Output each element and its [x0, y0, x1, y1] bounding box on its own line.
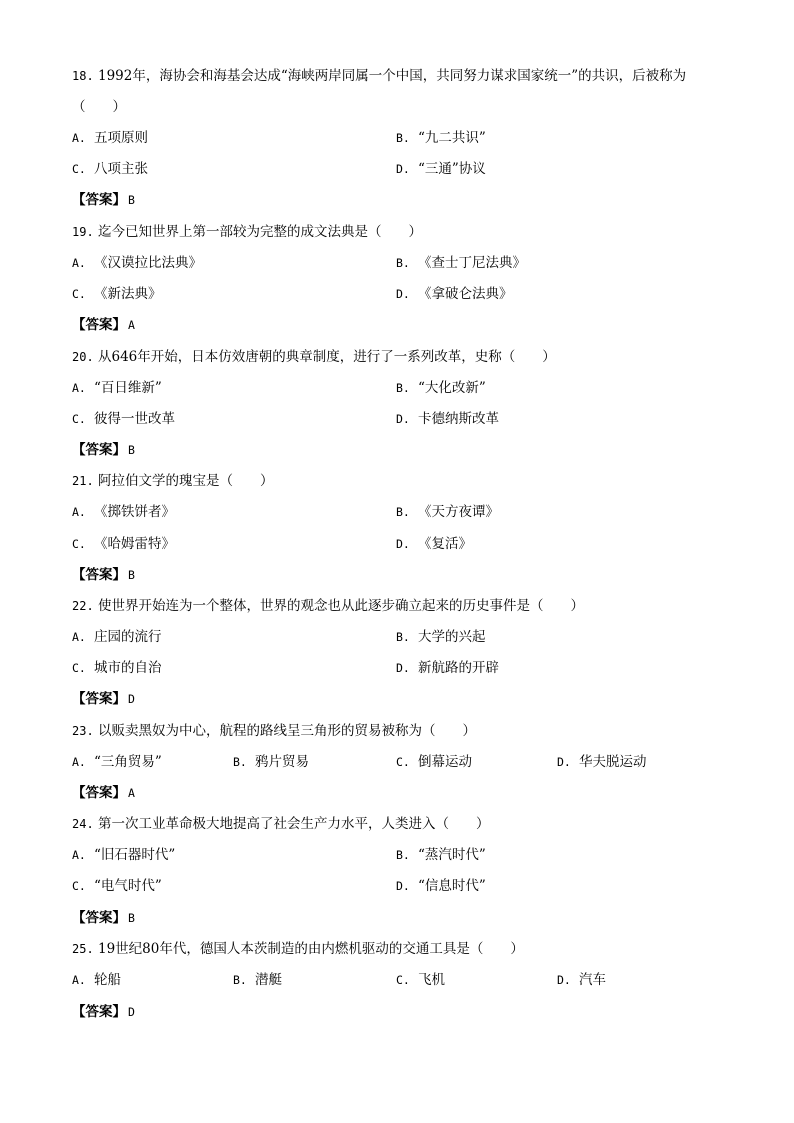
question-number: 19.	[72, 225, 94, 239]
answer-label: 【答案】	[72, 785, 126, 801]
answer-label: 【答案】	[72, 317, 126, 333]
option-letter: A.	[72, 630, 86, 644]
question-18-option-c	[72, 160, 148, 178]
option-letter: D.	[557, 973, 571, 987]
answer-label: 【答案】	[72, 691, 126, 707]
answer-label: 【答案】	[72, 442, 126, 458]
option-letter: A.	[72, 973, 86, 987]
question-20-option-d	[396, 410, 499, 428]
option-text: 八项主张	[94, 161, 148, 177]
question-text: 使世界开始连为一个整体，世界的观念也从此逐步确立起来的历史事件是（ ）	[97, 598, 584, 614]
question-25-option-b	[233, 971, 282, 989]
option-letter: A.	[72, 755, 86, 769]
question-number: 24.	[72, 817, 94, 831]
question-text: 阿拉伯文学的瑰宝是（ ）	[97, 473, 274, 489]
option-letter: B.	[233, 973, 247, 987]
question-18-answer	[72, 191, 135, 209]
question-number: 25.	[72, 942, 94, 956]
question-text: 第一次工业革命极大地提高了社会生产力水平，人类进入（ ）	[97, 816, 490, 832]
option-letter: D.	[396, 287, 410, 301]
question-25-option-d	[557, 971, 606, 989]
answer-value: D	[128, 692, 135, 706]
question-21-option-b	[396, 503, 499, 521]
option-text: 《天方夜谭》	[418, 504, 499, 520]
option-letter: B.	[396, 505, 410, 519]
question-19-stem	[72, 223, 422, 241]
question-23-option-c	[396, 753, 472, 771]
answer-value: D	[128, 1005, 135, 1019]
question-25-answer	[72, 1003, 135, 1021]
option-letter: C.	[396, 755, 410, 769]
question-number: 20.	[72, 350, 94, 364]
question-25-option-a	[72, 971, 121, 989]
question-number: 22.	[72, 599, 94, 613]
option-text: “大化改新”	[418, 380, 486, 396]
question-23-option-b	[233, 753, 309, 771]
question-20-option-c	[72, 410, 175, 428]
option-text: 新航路的开辟	[418, 660, 499, 676]
option-letter: A.	[72, 505, 86, 519]
option-letter: D.	[396, 537, 410, 551]
option-text: 大学的兴起	[418, 629, 486, 645]
option-text: “蒸汽时代”	[418, 847, 486, 863]
question-21-stem	[72, 472, 273, 490]
option-text: 轮船	[94, 972, 121, 988]
option-text: 《掷铁饼者》	[94, 504, 175, 520]
option-letter: A.	[72, 848, 86, 862]
option-text: “电气时代”	[94, 878, 162, 894]
option-text: 鸦片贸易	[255, 754, 309, 770]
option-text: “信息时代”	[418, 878, 486, 894]
answer-value: B	[128, 193, 135, 207]
option-text: “百日维新”	[94, 380, 162, 396]
question-19-option-c	[72, 285, 162, 303]
option-text: 城市的自治	[94, 660, 162, 676]
option-letter: B.	[233, 755, 247, 769]
option-letter: C.	[72, 162, 86, 176]
question-21-answer	[72, 566, 135, 584]
question-text: 迄今已知世界上第一部较为完整的成文法典是（ ）	[97, 224, 422, 240]
option-text: 彼得一世改革	[94, 411, 175, 427]
question-20-answer	[72, 441, 135, 459]
option-text: 飞机	[418, 972, 445, 988]
option-text: 汽车	[579, 972, 606, 988]
question-23-option-d	[557, 753, 647, 771]
option-text: 《拿破仑法典》	[418, 286, 513, 302]
option-letter: C.	[72, 537, 86, 551]
question-24-option-b	[396, 846, 486, 864]
option-text: “九二共识”	[418, 130, 486, 146]
question-text: 从646年开始，日本仿效唐朝的典章制度，进行了一系列改革，史称（ ）	[97, 349, 556, 365]
answer-value: B	[128, 568, 135, 582]
answer-label: 【答案】	[72, 567, 126, 583]
option-letter: D.	[557, 755, 571, 769]
option-letter: B.	[396, 630, 410, 644]
answer-value: B	[128, 443, 135, 457]
question-22-answer	[72, 690, 135, 708]
option-letter: A.	[72, 131, 86, 145]
option-letter: C.	[72, 879, 86, 893]
option-letter: B.	[396, 131, 410, 145]
answer-label: 【答案】	[72, 910, 126, 926]
option-letter: B.	[396, 848, 410, 862]
question-20-option-a	[72, 379, 162, 397]
option-letter: D.	[396, 412, 410, 426]
option-text: 潜艇	[255, 972, 282, 988]
option-text: 卡德纳斯改革	[418, 411, 499, 427]
option-letter: B.	[396, 256, 410, 270]
question-18-option-d	[396, 160, 486, 178]
option-letter: D.	[396, 879, 410, 893]
question-22-stem	[72, 597, 584, 615]
question-19-option-b	[396, 254, 526, 272]
option-letter: A.	[72, 381, 86, 395]
question-23-answer	[72, 784, 135, 802]
question-22-option-a	[72, 628, 162, 646]
question-22-option-c	[72, 659, 162, 677]
question-23-option-a	[72, 753, 162, 771]
option-text: 《复活》	[418, 536, 472, 552]
question-25-option-c	[396, 971, 445, 989]
option-text: 倒幕运动	[418, 754, 472, 770]
question-18-option-b	[396, 129, 486, 147]
option-text: 《新法典》	[94, 286, 162, 302]
option-letter: B.	[396, 381, 410, 395]
question-24-option-c	[72, 877, 162, 895]
question-21-option-c	[72, 535, 175, 553]
question-24-stem	[72, 815, 489, 833]
question-23-stem	[72, 722, 476, 740]
question-number: 21.	[72, 474, 94, 488]
question-24-answer	[72, 909, 135, 927]
answer-label: 【答案】	[72, 192, 126, 208]
question-text: 1992年，海协会和海基会达成“海峡两岸同属一个中国，共同努力谋求国家统一”的共识，后被称为	[97, 68, 687, 84]
question-19-option-d	[396, 285, 513, 303]
question-24-option-d	[396, 877, 486, 895]
option-letter: A.	[72, 256, 86, 270]
option-text: 《哈姆雷特》	[94, 536, 175, 552]
question-25-stem	[72, 940, 524, 958]
option-letter: C.	[72, 287, 86, 301]
option-text: 《查士丁尼法典》	[418, 255, 526, 271]
question-18-option-a	[72, 129, 148, 147]
option-letter: D.	[396, 162, 410, 176]
option-text: 《汉谟拉比法典》	[94, 255, 202, 271]
question-19-answer	[72, 316, 135, 334]
question-24-option-a	[72, 846, 175, 864]
answer-label: 【答案】	[72, 1004, 126, 1020]
question-18-stem	[72, 67, 686, 85]
option-text: 五项原则	[94, 130, 148, 146]
question-21-option-d	[396, 535, 472, 553]
option-letter: C.	[72, 661, 86, 675]
question-19-option-a	[72, 254, 202, 272]
question-21-option-a	[72, 503, 175, 521]
question-18-stem-continued: （ ）	[72, 99, 126, 115]
question-22-option-b	[396, 628, 486, 646]
question-number: 23.	[72, 724, 94, 738]
option-text: “三通”协议	[418, 161, 486, 177]
question-text: 19世纪80年代，德国人本茨制造的由内燃机驱动的交通工具是（ ）	[97, 941, 524, 957]
answer-value: A	[128, 318, 135, 332]
option-text: “旧石器时代”	[94, 847, 176, 863]
option-letter: C.	[396, 973, 410, 987]
answer-value: B	[128, 911, 135, 925]
option-text: 庄园的流行	[94, 629, 162, 645]
question-text: 以贩卖黑奴为中心，航程的路线呈三角形的贸易被称为（ ）	[97, 723, 476, 739]
option-text: 华夫脱运动	[579, 754, 647, 770]
option-letter: C.	[72, 412, 86, 426]
question-20-option-b	[396, 379, 486, 397]
answer-value: A	[128, 786, 135, 800]
question-20-stem	[72, 348, 556, 366]
question-number: 18.	[72, 69, 94, 83]
question-22-option-d	[396, 659, 499, 677]
option-letter: D.	[396, 661, 410, 675]
option-text: “三角贸易”	[94, 754, 162, 770]
